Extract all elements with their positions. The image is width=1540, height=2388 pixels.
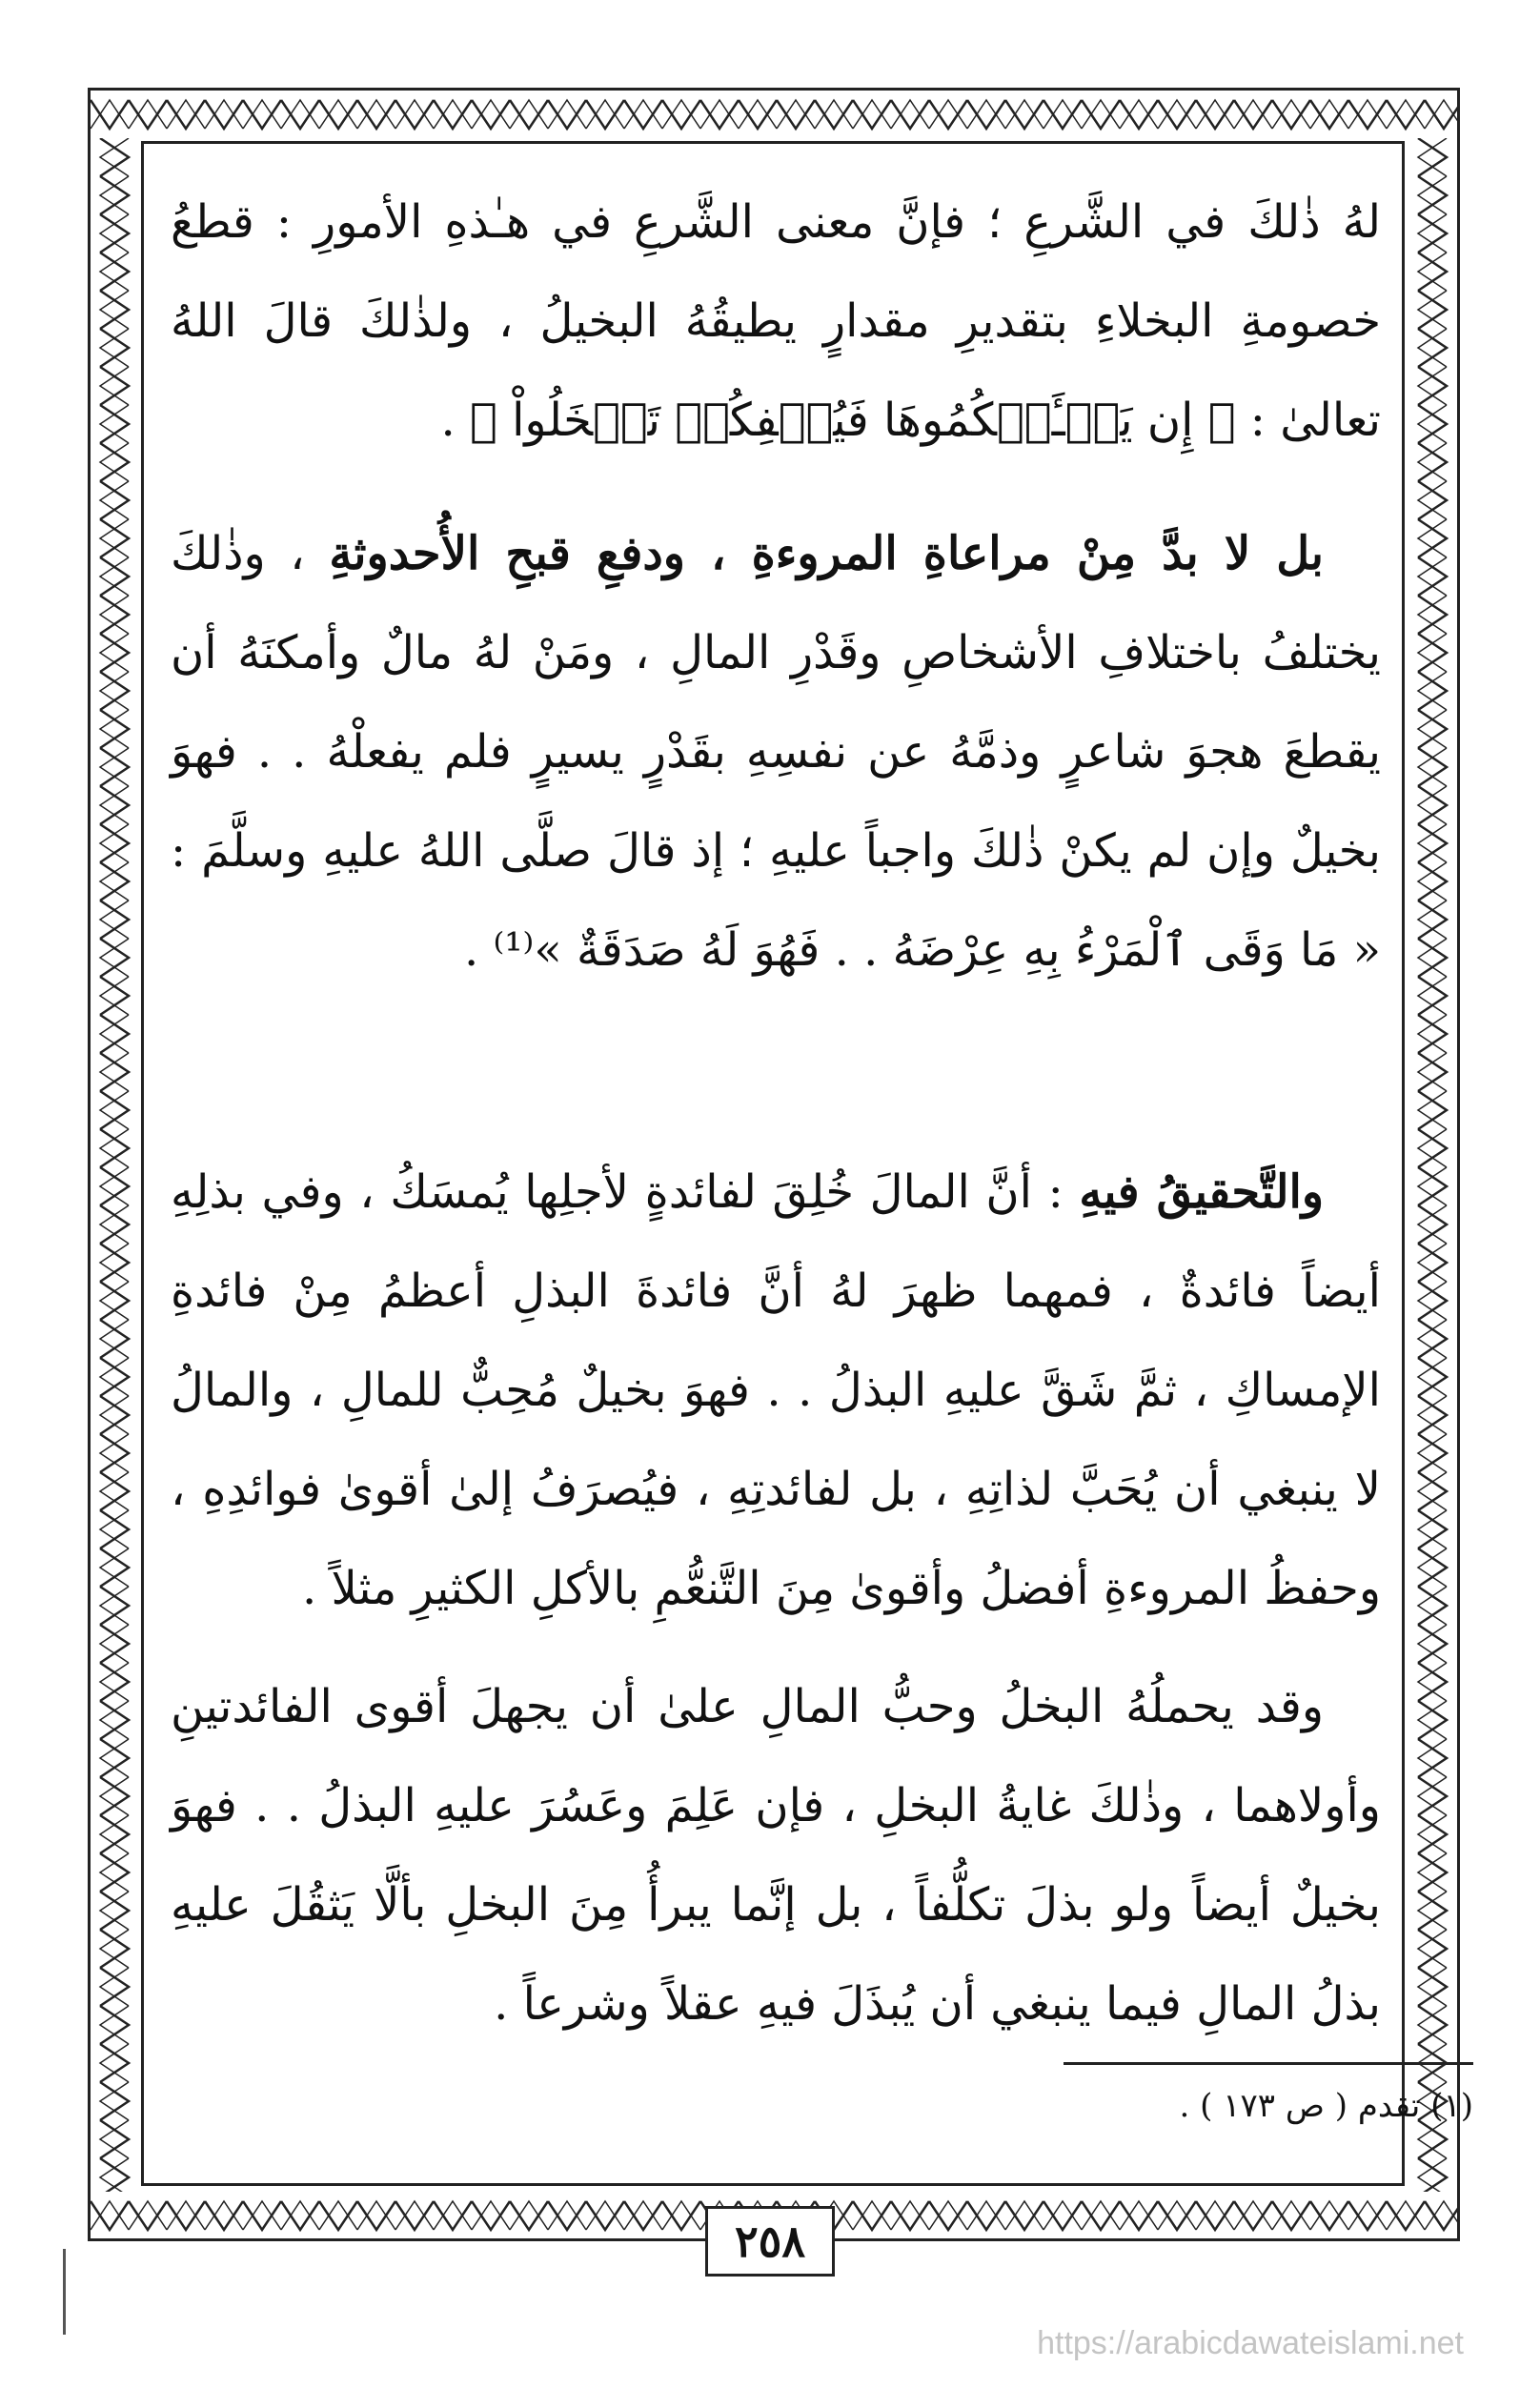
paragraph-1: لهُ ذٰلكَ في الشَّرعِ ؛ فإنَّ معنى الشَّرعِ في هـٰذهِ الأمورِ : قطعُ خصومةِ البخلاءِ بتقديرِ مقدارٍ يطيقُهُ البخيلُ ، ولذٰلكَ قالَ اللهُ تعالىٰ : ﴿ إِن يَسۡـَٔلۡكُمُوهَا فَيُحۡفِكُمۡ تَبۡخَلُواْ ﴾ . (171, 195, 1382, 447)
ornament-left (91, 138, 138, 2192)
ornament-top (91, 91, 1457, 138)
paragraph-3-lead: والتَّحقيقُ فيهِ (1079, 1165, 1325, 1219)
inner-frame (141, 141, 1405, 2186)
scan-edge-line (63, 2249, 66, 2335)
paragraph-4: وقد يحملُهُ البخلُ وحبُّ المالِ علىٰ أن يجهلَ أقوى الفائدتينِ وأولاهما ، وذٰلكَ غايةُ البخلِ ، فإن عَلِمَ وعَسُرَ عليهِ البذلُ . . فهوَ بخيلٌ أيضاً ولو بذلَ تكلُّفاً ، بل إنَّما يبرأُ مِنَ البخلِ بألَّا يَثقُلَ عليهِ بذلُ المالِ فيما ينبغي أن يُبذَلَ فيهِ عقلاً وشرعاً . (171, 1680, 1381, 2031)
footnote-separator (1064, 2062, 1473, 2065)
footnote: (١) تقدم ( ص ١٧٣ ) . (1179, 2087, 1473, 2125)
page-number: ٢٥٨ (705, 2206, 835, 2277)
paragraph-2-lead: بل لا بدَّ مِنْ مراعاةِ المروءةِ ، ودفعِ قبحِ الأُحدوثةِ (329, 527, 1325, 580)
ornament-right (1408, 138, 1456, 2192)
watermark-url: https://arabicdawateislami.net (1037, 2325, 1464, 2361)
paragraph-2 (171, 504, 1381, 1000)
paragraph-3-body: : أنَّ المالَ خُلِقَ لفائدةٍ لأجلِها يُمسَكُ ، وفي بذلِهِ أيضاً فائدةٌ ، فمهما ظهرَ لهُ أنَّ فائدةَ البذلِ أعظمُ مِنْ فائدةِ الإمساكِ ، ثمَّ شَقَّ عليهِ البذلُ . . فهوَ بخيلٌ مُحِبٌّ للمالِ ، والمالُ لا ينبغي أن يُحَبَّ لذاتِهِ ، بل لفائدتِهِ ، فيُصرَفُ إلىٰ أقوىٰ فوائدِهِ ، وحفظُ المروءةِ أفضلُ وأقوىٰ مِنَ التَّنعُّمِ بالأكلِ الكثيرِ مثلاً . (171, 1165, 1382, 1615)
paragraph-3 (171, 1143, 1381, 1638)
paragraph-2-body: ، وذٰلكَ يختلفُ باختلافِ الأشخاصِ وقَدْرِ المالِ ، ومَنْ لهُ مالٌ وأمكنَهُ أن يقطعَ هجوَ شاعرٍ وذمَّهُ عن نفسِهِ بقَدْرٍ يسيرٍ فلم يفعلْهُ . . فهوَ بخيلٌ وإن لم يكنْ ذٰلكَ واجباً عليهِ ؛ إذ قالَ صلَّى اللهُ عليهِ وسلَّمَ : « مَا وَقَى ٱلْمَرْءُ بِهِ عِرْضَهُ . . فَهُوَ لَهُ صَدَقَةٌ »⁽¹⁾ . (171, 527, 1381, 977)
text-body (171, 172, 1381, 2155)
